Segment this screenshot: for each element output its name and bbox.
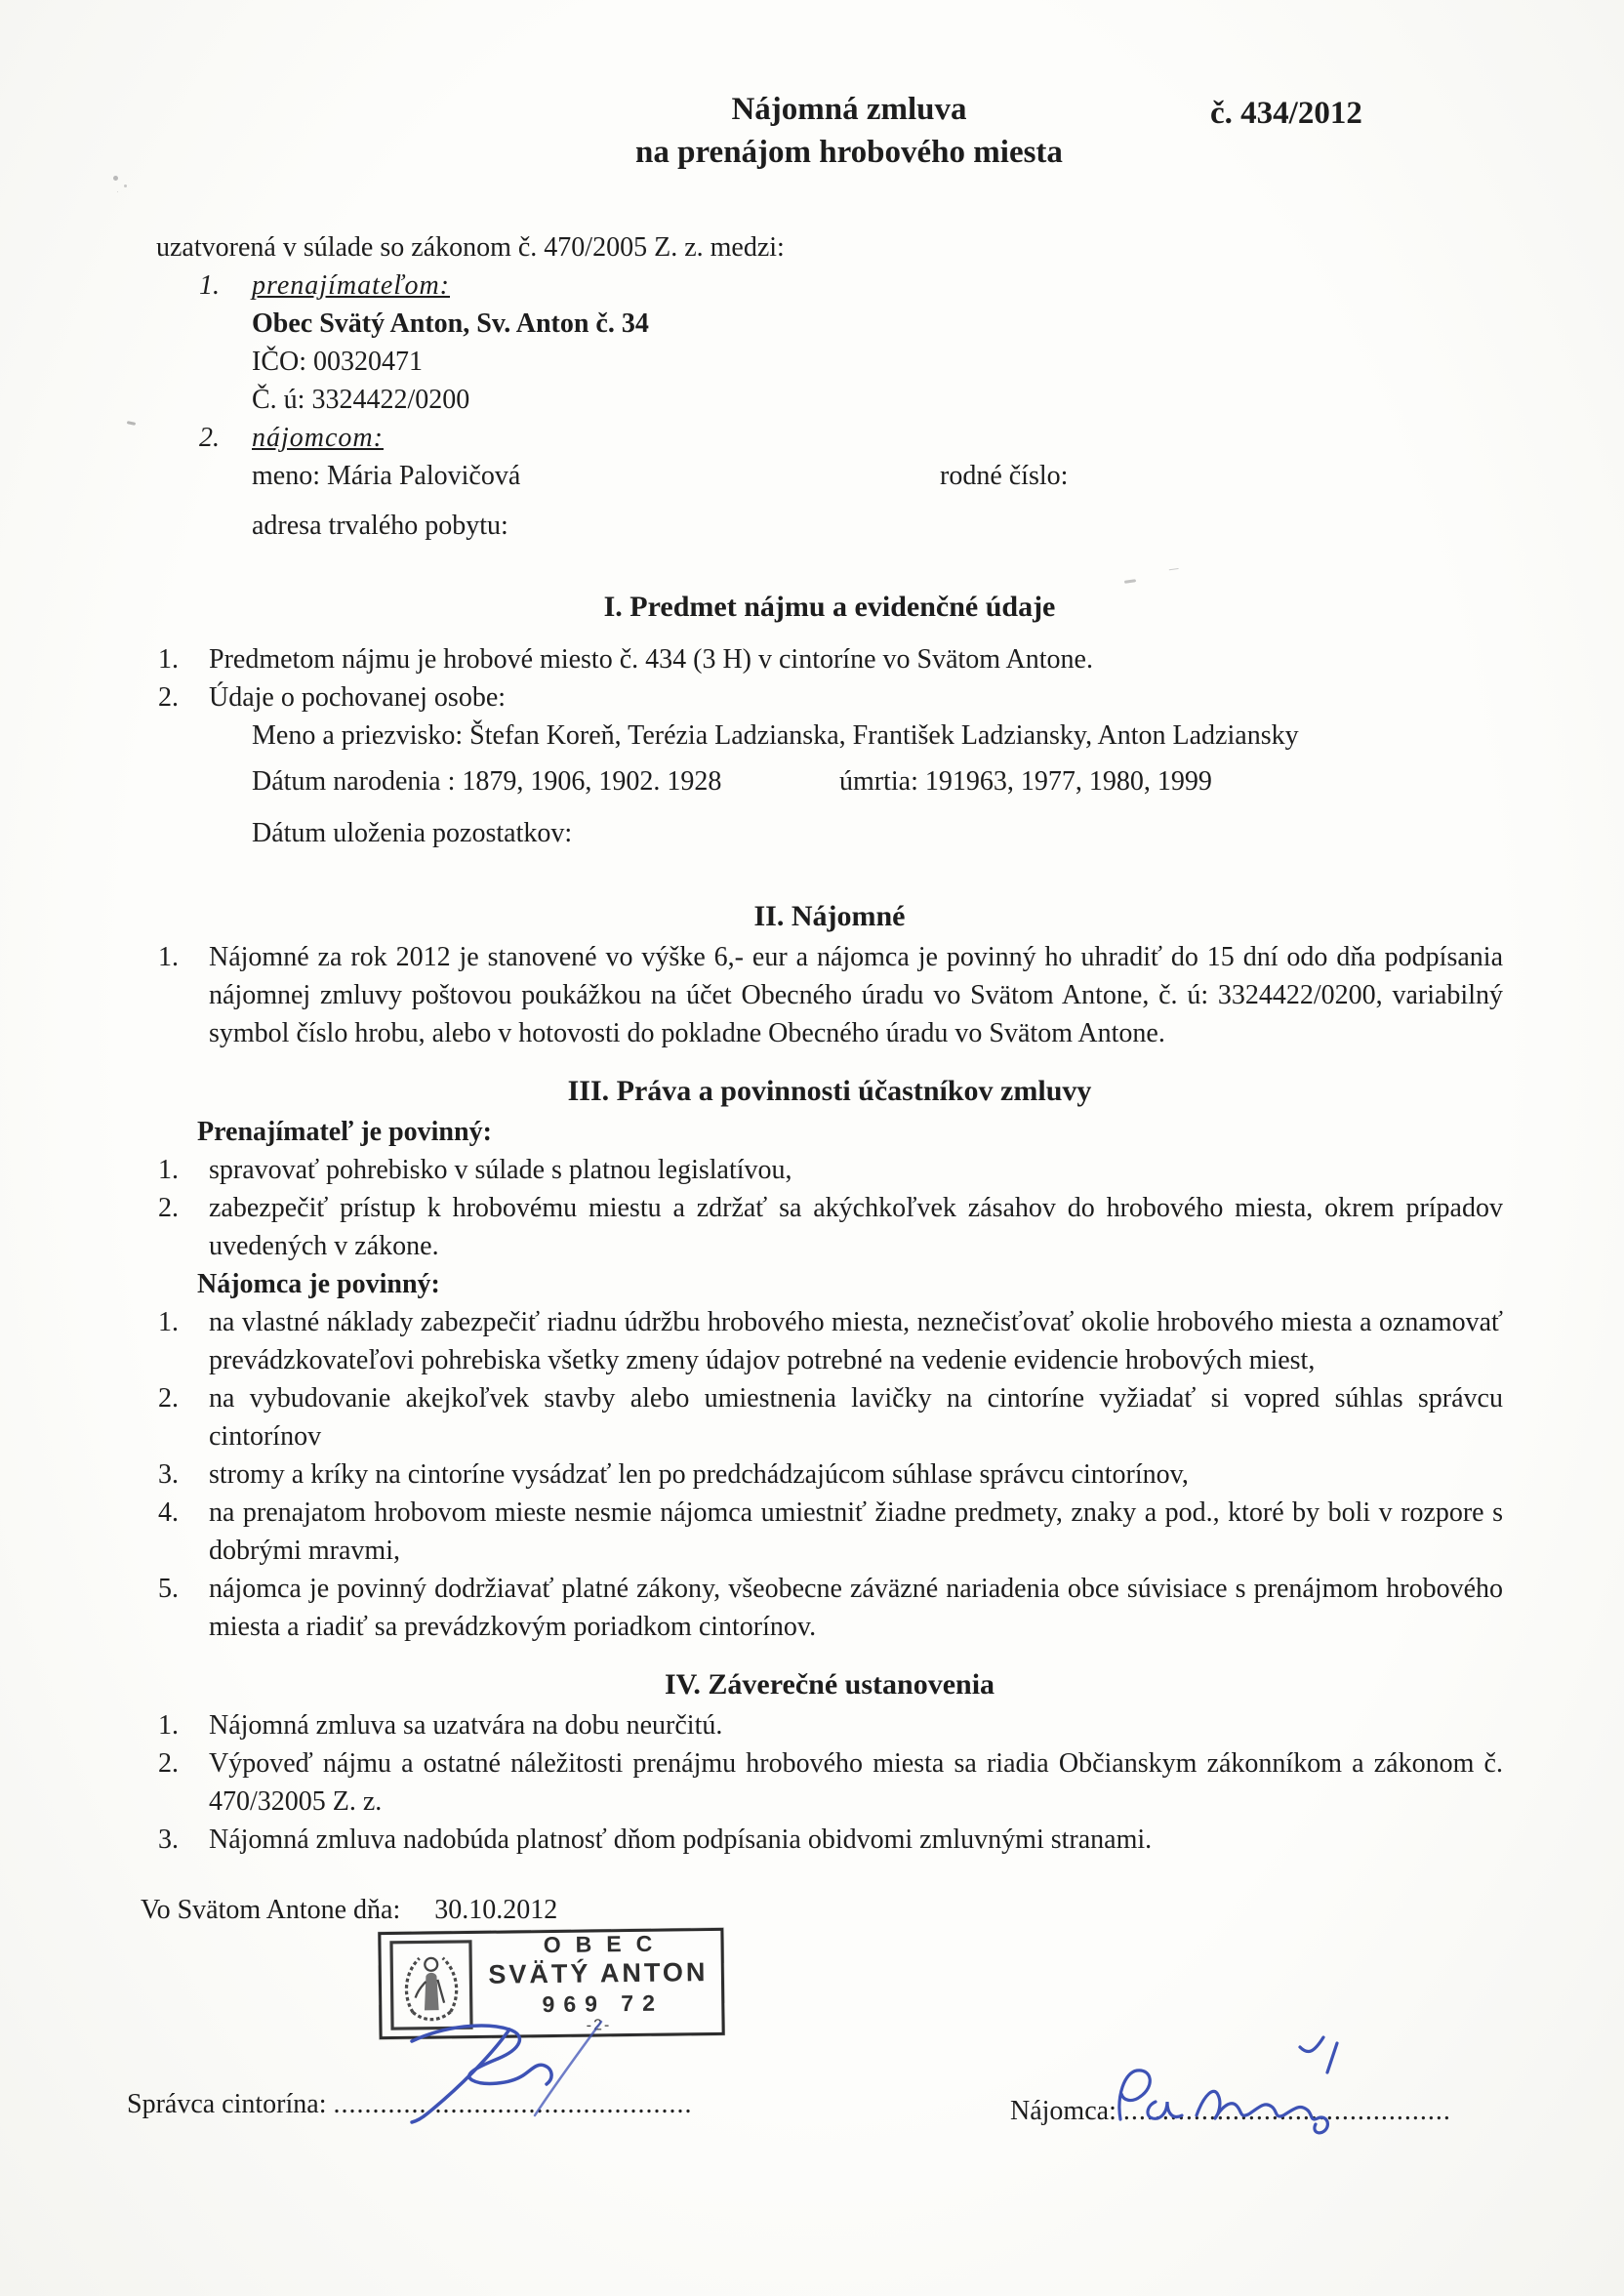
list-item-number: 1. <box>158 1155 179 1185</box>
death-dates-line: úmrtia: 191963, 1977, 1980, 1999 <box>839 766 1212 797</box>
date-value: 30.10.2012 <box>434 1895 558 1925</box>
list-item <box>156 678 1503 717</box>
manager-signature-line <box>127 2089 692 2120</box>
document-header <box>0 0 1624 174</box>
document-number: č. 434/2012 <box>1210 96 1362 131</box>
manager-signature-dots: .............................................. <box>333 2089 693 2119</box>
lessor-name: Obec Svätý Anton, Sv. Anton č. 34 <box>252 308 649 339</box>
municipal-stamp <box>378 1928 724 2039</box>
birth-dates-line: Dátum narodenia : 1879, 1906, 1902. 1928 <box>252 766 722 797</box>
list-item-text: Nájomná zmluva sa uzatvára na dobu neurčitú. <box>209 1710 723 1741</box>
list-item-number: 2. <box>158 682 179 713</box>
party-tenant-label: nájomcom: <box>252 423 384 453</box>
party-number: 2. <box>199 423 220 453</box>
list-item <box>156 1706 1503 1744</box>
party-tenant-row <box>199 419 1503 457</box>
list-item <box>156 1570 1503 1646</box>
stamp-line-obec: OBEC <box>543 1930 668 1957</box>
list-item-text: Výpoveď nájmu a ostatné náležitosti prenájmu hrobového miesta sa riadia Občianskym zákonníkom a zákonom č. 470/32005 Z. z. <box>209 1748 1503 1817</box>
document-subtitle: na prenájom hrobového miesta <box>635 135 1063 170</box>
list-item-number: 2. <box>158 1748 179 1779</box>
section-4-heading: IV. Záverečné ustanovenia <box>664 1668 995 1701</box>
list-item-number: 4. <box>158 1497 179 1528</box>
stamp-emblem-icon <box>388 1940 473 2030</box>
obligations-lessor-heading: Prenajímateľ je povinný: <box>197 1117 492 1147</box>
list-item-text: nájomca je povinný dodržiavať platné zákony, všeobecne záväzné nariadenia obce súvisiace s prenájmom hrobového miesta a riadiť sa prevádzkovým poriadkom cintorínov. <box>209 1574 1503 1642</box>
party-number: 1. <box>199 270 220 301</box>
tenant-label: Nájomca: <box>1010 2096 1116 2126</box>
tenant-name: meno: Mária Palovičová <box>252 461 521 491</box>
tenant-name-row <box>252 457 1503 495</box>
list-item-text: spravovať pohrebisko v súlade s platnou legislatívou, <box>209 1155 792 1185</box>
list-item-number: 3. <box>158 1824 179 1855</box>
document-title: Nájomná zmluva <box>731 92 967 127</box>
list-item-text: Nájomná zmluva nadobúda platnosť dňom podpísania obidvomi zmluvnými stranami. <box>209 1824 1153 1855</box>
section-3-heading: III. Práva a povinnosti účastníkov zmluvy <box>567 1075 1092 1107</box>
list-item <box>156 1456 1503 1494</box>
buried-names-line: Meno a priezvisko: Štefan Koreň, Terézia Ladzianska, František Ladziansky, Anton Ladziansky <box>252 720 1299 751</box>
section-2-heading: II. Nájomné <box>753 900 906 932</box>
burial-date-line: Dátum uloženia pozostatkov: <box>252 818 573 848</box>
tenant-address-label: adresa trvalého pobytu: <box>252 511 508 541</box>
list-item <box>156 1744 1503 1821</box>
list-item-text: stromy a kríky na cintoríne vysádzať len po predchádzajúcom súhlase správcu cintorínov, <box>209 1459 1189 1490</box>
place-date-label: Vo Svätom Antone dňa: <box>141 1895 401 1925</box>
list-item-number: 3. <box>158 1459 179 1490</box>
tenant-birth-number-label: rodné číslo: <box>940 461 1069 491</box>
obligations-tenant-heading: Nájomca je povinný: <box>197 1269 440 1299</box>
lessor-ico: IČO: 00320471 <box>252 347 423 377</box>
party-lessor-row <box>199 266 1503 305</box>
list-item <box>156 640 1503 678</box>
dates-row <box>252 762 1503 800</box>
list-item-text: Nájomné za rok 2012 je stanovené vo výške 6,- eur a nájomca je povinný ho uhradiť do 15 dní odo dňa podpísania nájomnej zmluvy poštovou poukážkou na účet Obecného úradu vo Svätom Antone, č. ú: 3324422/0200, variabilný symbol číslo hrobu, alebo v hotovosti do pokladne Obecného úradu vo Svätom Antone. <box>209 942 1503 1048</box>
list-item <box>156 1821 1503 1859</box>
tenant-signature-line <box>1010 2096 1451 2127</box>
tenant-signature-dots: .......................................... <box>1122 2096 1451 2126</box>
list-item-text: Predmetom nájmu je hrobové miesto č. 434 (3 H) v cintoríne vo Svätom Antone. <box>209 644 1093 675</box>
list-item <box>156 1151 1503 1189</box>
list-item <box>156 938 1503 1052</box>
document-footer <box>0 1889 1624 2279</box>
list-item <box>156 1494 1503 1570</box>
signature-tenant-tick <box>1300 2037 1323 2052</box>
scan-noise-mark <box>113 176 118 181</box>
stamp-line-index: -2- <box>586 2016 612 2034</box>
document-body <box>0 228 1624 1859</box>
list-item-text: na prenajatom hrobovom mieste nesmie nájomca umiestniť žiadne predmety, znaky a pod., ktoré by boli v rozpore s dobrými mravmi, <box>209 1497 1503 1566</box>
list-item <box>156 1303 1503 1379</box>
stamp-line-postal-code: 969 72 <box>542 1989 665 2017</box>
list-item-number: 5. <box>158 1574 179 1604</box>
list-item-number: 1. <box>158 1710 179 1741</box>
section-1-heading: I. Predmet nájmu a evidenčné údaje <box>603 591 1056 623</box>
list-item-text: zabezpečiť prístup k hrobovému miestu a zdržať sa akýchkoľvek zásahov do hrobového miesta, okrem prípadov uvedených v zákone. <box>209 1193 1503 1261</box>
stamp-line-town: SVÄTÝ ANTON <box>488 1956 709 1989</box>
list-item-number: 1. <box>158 942 179 972</box>
list-item-number: 2. <box>158 1193 179 1223</box>
manager-label: Správca cintorína: <box>127 2089 327 2119</box>
list-item-text: Údaje o pochovanej osobe: <box>209 682 507 713</box>
list-item-number: 1. <box>158 1307 179 1337</box>
place-date-row <box>141 1895 557 1926</box>
list-item-number: 1. <box>158 644 179 675</box>
lessor-account: Č. ú: 3324422/0200 <box>252 385 470 415</box>
list-item-number: 2. <box>158 1383 179 1414</box>
list-item-text: na vlastné náklady zabezpečiť riadnu údržbu hrobového miesta, neznečisťovať okolie hrobového miesta a oznamovať prevádzkovateľovi pohrebiska všetky zmeny údajov potrebné na vedenie evidencie hrobových miest, <box>209 1307 1503 1375</box>
intro-line: uzatvorená v súlade so zákonom č. 470/2005 Z. z. medzi: <box>156 232 785 263</box>
list-item <box>156 1189 1503 1265</box>
stamp-text-block <box>482 1931 713 2034</box>
party-lessor-label: prenajímateľom: <box>252 270 451 301</box>
list-item-text: na vybudovanie akejkoľvek stavby alebo umiestnenia lavičky na cintoríne vyžiadať si vopred súhlas správcu cintorínov <box>209 1383 1503 1452</box>
list-item <box>156 1379 1503 1456</box>
